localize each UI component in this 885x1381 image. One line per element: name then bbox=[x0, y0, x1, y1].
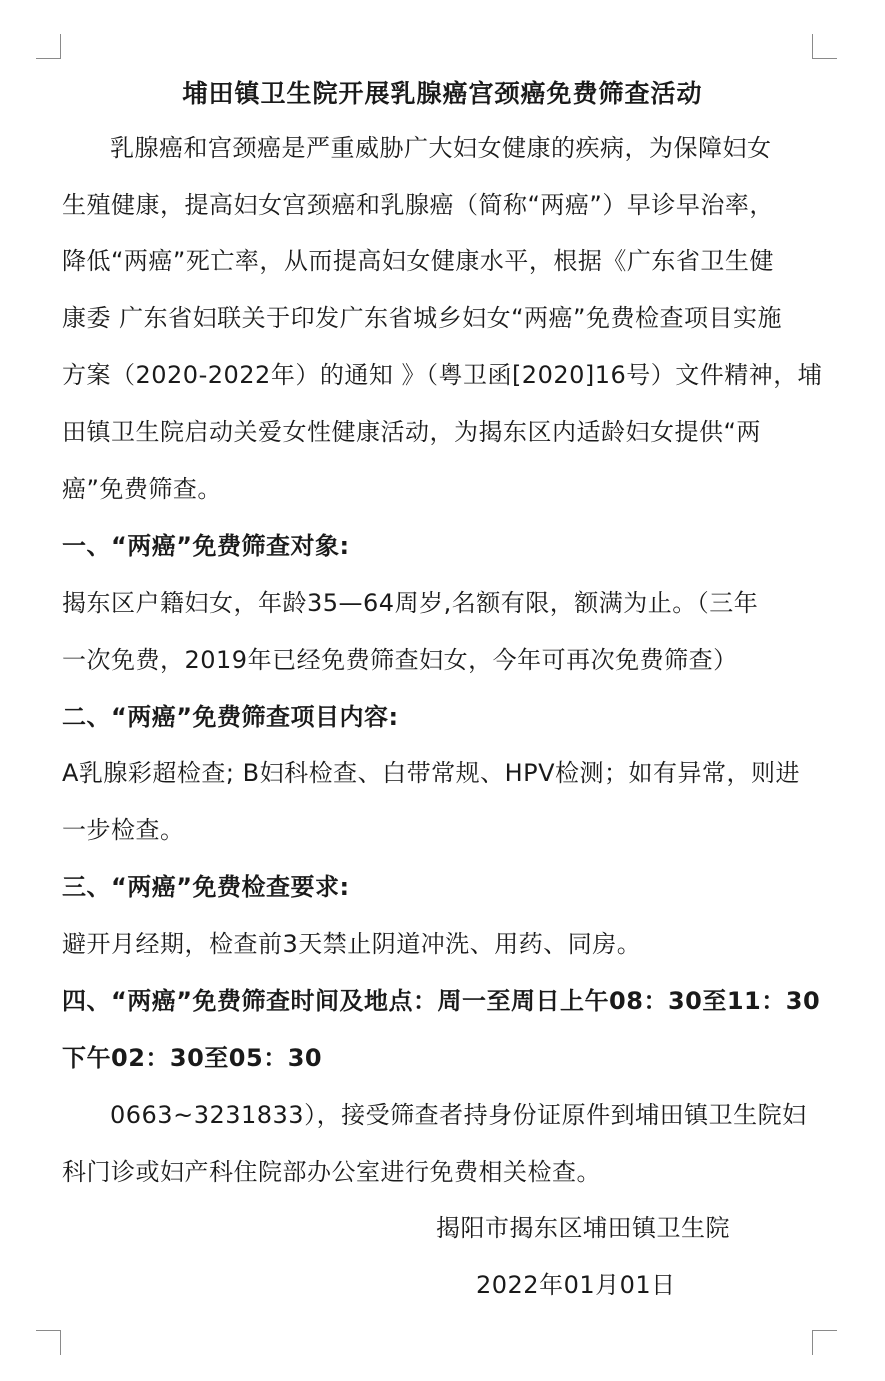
signature-organization: 揭阳市揭东区埔田镇卫生院 bbox=[436, 1214, 730, 1242]
crop-mark-top-left bbox=[36, 34, 61, 59]
section-line: 避开月经期，检查前3天禁止阴道冲洗、用药、同房。 bbox=[62, 930, 642, 958]
section-line: 一次免费，2019年已经免费筛查妇女，今年可再次免费筛查） bbox=[62, 646, 738, 674]
intro-line: 生殖健康，提高妇女宫颈癌和乳腺癌（简称“两癌”）早诊早治率， bbox=[62, 191, 774, 219]
section-line: 科门诊或妇产科住院部办公室进行免费相关检查。 bbox=[62, 1158, 601, 1186]
intro-line: 田镇卫生院启动关爱女性健康活动，为揭东区内适龄妇女提供“两 bbox=[62, 418, 761, 446]
signature-date: 2022年01月01日 bbox=[476, 1271, 676, 1299]
section-line: 0663~3231833），接受筛查者持身份证原件到埔田镇卫生院妇 bbox=[110, 1101, 807, 1129]
section-heading: 一、“两癌”免费筛查对象: bbox=[62, 532, 350, 560]
section-heading: 三、“两癌”免费检查要求: bbox=[62, 873, 350, 901]
section-line: A乳腺彩超检查; B妇科检查、白带常规、HPV检测；如有异常，则进 bbox=[62, 759, 801, 787]
document-title: 埔田镇卫生院开展乳腺癌宫颈癌免费筛查活动 bbox=[182, 79, 703, 108]
crop-mark-top-right bbox=[812, 34, 837, 59]
section-heading: 四、“两癌”免费筛查时间及地点：周一至周日上午08：30至11：30 bbox=[62, 987, 821, 1015]
section-line: 一步检查。 bbox=[62, 816, 185, 844]
intro-line: 降低“两癌”死亡率，从而提高妇女健康水平，根据《广东省卫生健 bbox=[62, 247, 774, 275]
section-heading-continued: 下午02：30至05：30 bbox=[62, 1044, 323, 1072]
crop-mark-bottom-right bbox=[812, 1330, 837, 1355]
crop-mark-bottom-left bbox=[36, 1330, 61, 1355]
intro-line: 乳腺癌和宫颈癌是严重威胁广大妇女健康的疾病，为保障妇女 bbox=[110, 134, 772, 162]
intro-line: 方案（2020-2022年）的通知 》（粤卫函[2020]16号）文件精神，埔 bbox=[62, 361, 823, 389]
section-heading: 二、“两癌”免费筛查项目内容: bbox=[62, 703, 399, 731]
intro-line: 癌”免费筛查。 bbox=[62, 475, 222, 503]
intro-line: 康委 广东省妇联关于印发广东省城乡妇女“两癌”免费检查项目实施 bbox=[62, 304, 782, 332]
section-line: 揭东区户籍妇女，年龄35—64周岁,名额有限，额满为止。（三年 bbox=[62, 589, 759, 617]
